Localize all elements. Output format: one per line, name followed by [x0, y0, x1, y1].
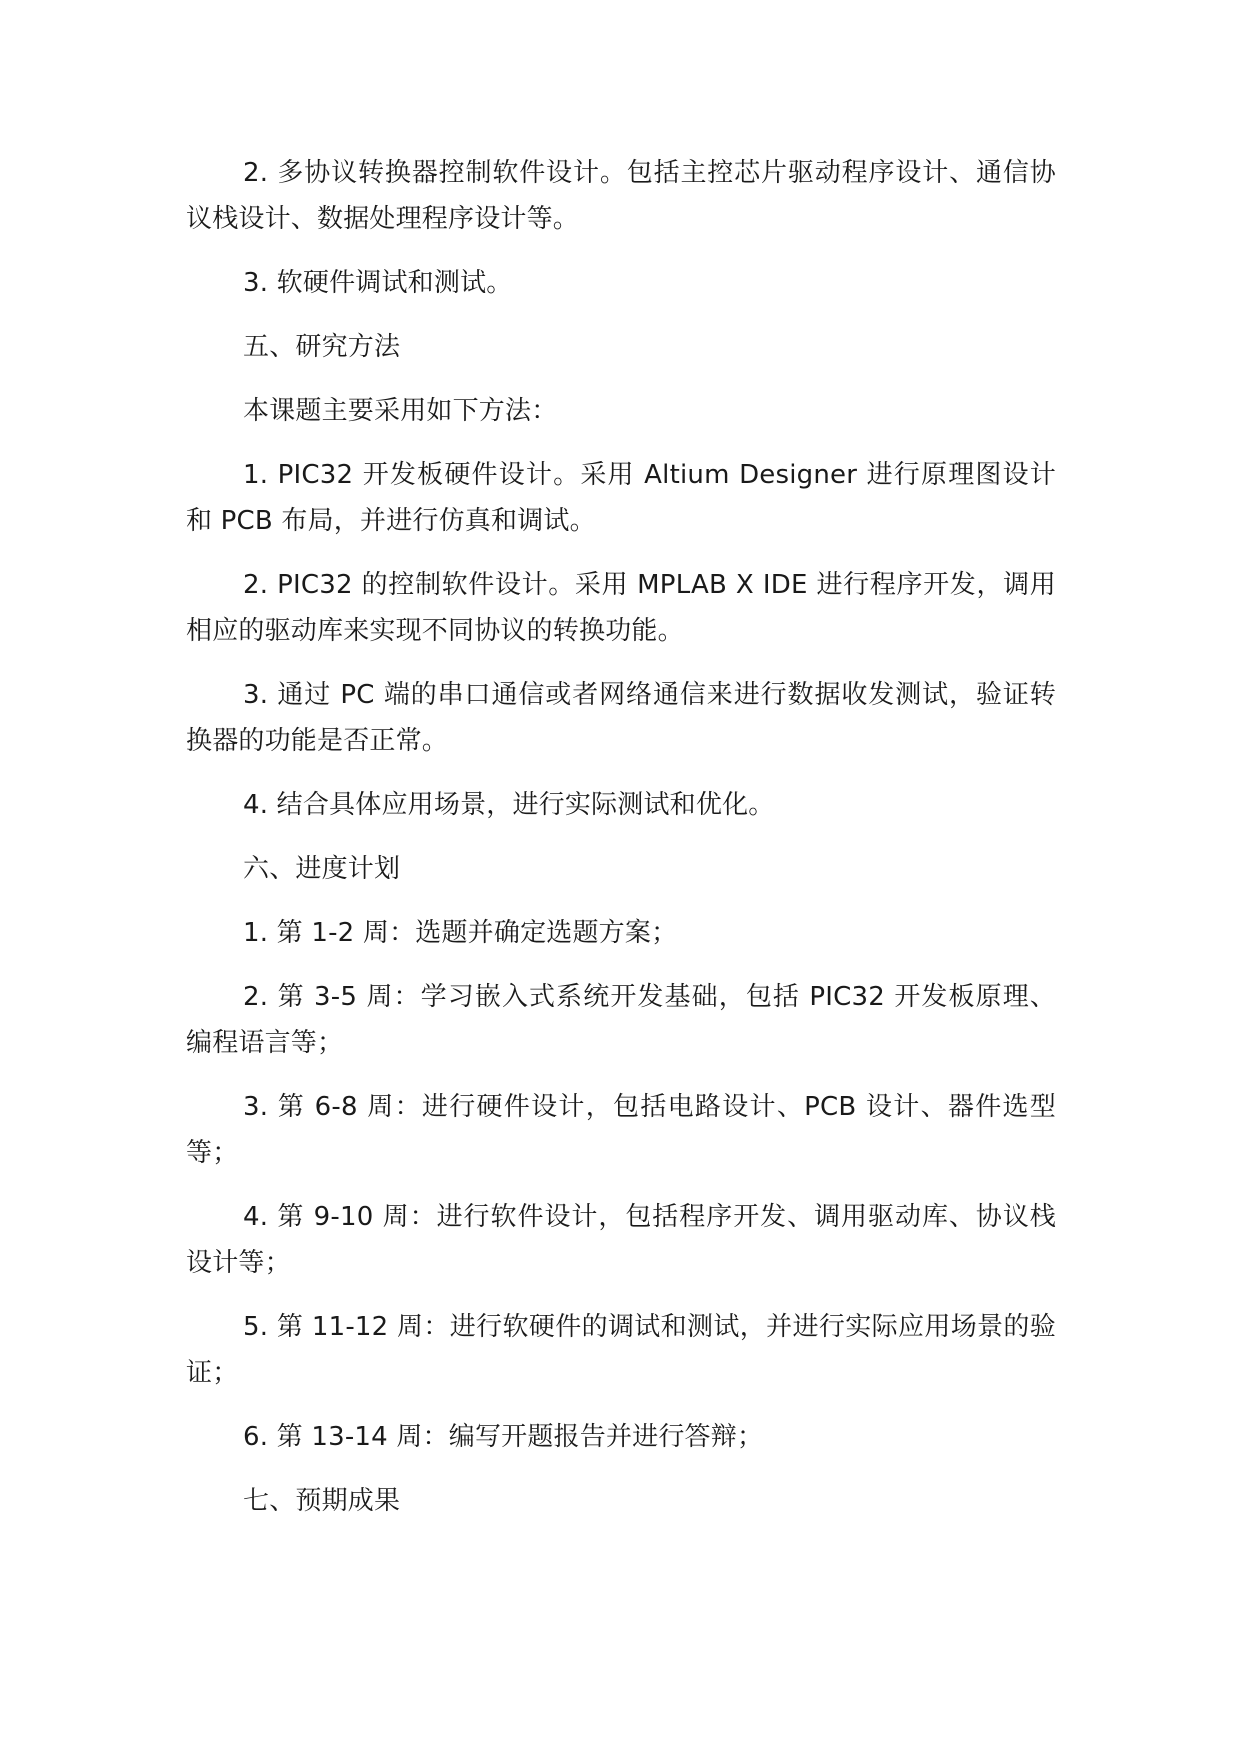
schedule-item-6: 6. 第 13-14 周：编写开题报告并进行答辩；	[243, 1422, 764, 1452]
section-heading-methods: 五、研究方法	[243, 332, 401, 362]
schedule-item-1: 1. 第 1-2 周：选题并确定选题方案；	[243, 918, 678, 948]
paragraph-method-hardware: 1. PIC32 开发板硬件设计。采用 Altium Designer 进行原理图设计和 PCB 布局，并进行仿真和调试。	[186, 460, 1056, 536]
document-body	[186, 150, 1056, 1542]
section-heading-outcomes: 七、预期成果	[243, 1486, 401, 1516]
paragraph-method-software: 2. PIC32 的控制软件设计。采用 MPLAB X IDE 进行程序开发，调用相应的驱动库来实现不同协议的转换功能。	[186, 570, 1056, 646]
paragraph-debug-test: 3. 软硬件调试和测试。	[243, 268, 513, 298]
paragraph-method-optimization: 4. 结合具体应用场景，进行实际测试和优化。	[243, 790, 775, 820]
paragraph-methods-intro: 本课题主要采用如下方法：	[243, 396, 558, 426]
schedule-item-5: 5. 第 11-12 周：进行软硬件的调试和测试，并进行实际应用场景的验证；	[186, 1312, 1056, 1388]
paragraph-method-testing: 3. 通过 PC 端的串口通信或者网络通信来进行数据收发测试，验证转换器的功能是否正常。	[186, 680, 1056, 756]
schedule-item-4: 4. 第 9-10 周：进行软件设计，包括程序开发、调用驱动库、协议栈设计等；	[186, 1202, 1056, 1278]
schedule-item-2: 2. 第 3-5 周：学习嵌入式系统开发基础，包括 PIC32 开发板原理、编程语言等；	[186, 982, 1056, 1058]
schedule-item-3: 3. 第 6-8 周：进行硬件设计，包括电路设计、PCB 设计、器件选型等；	[186, 1092, 1056, 1168]
paragraph-software-design: 2. 多协议转换器控制软件设计。包括主控芯片驱动程序设计、通信协议栈设计、数据处理程序设计等。	[186, 158, 1056, 234]
section-heading-schedule: 六、进度计划	[243, 854, 401, 884]
